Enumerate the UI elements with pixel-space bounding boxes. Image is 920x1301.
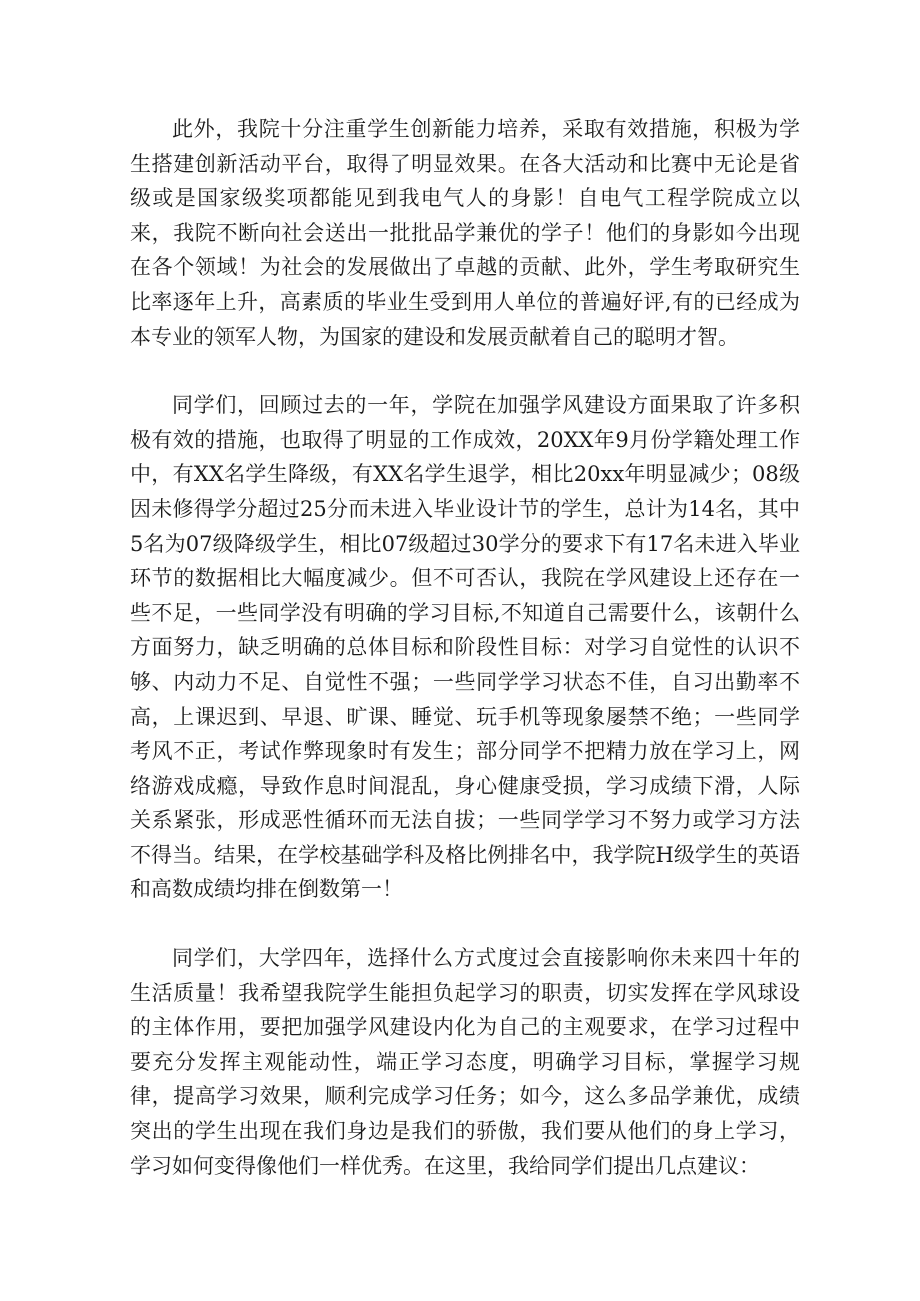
paragraph-innovation: 此外，我院十分注重学生创新能力培养，采取有效措施，积极为学生搭建创新活动平台，取得了明显效果。在各大活动和比赛中无论是省级或是国家级奖项都能见到我电气人的身影！自电气工程学院成立以来，我院不断向社会送出一批批品学兼优的学子！他们的身影如今出现在各个领域！为社会的发展做出了卓越的贡献、此外，学生考取研究生比率逐年上升，高素质的毕业生受到用人单位的普遍好评,有的已经成为本专业的领军人物，为国家的建设和发展贡献着自己的聪明才智。 <box>130 117 800 349</box>
paragraph-suggestions-intro: 同学们，大学四年，选择什么方式度过会直接影响你未来四十年的生活质量！我希望我院学生能担负起学习的职责，切实发挥在学风球设的主体作用，要把加强学风建设内化为自己的主观要求，在学习过程中要充分发挥主观能动性，端正学习态度，明确学习目标，掌握学习规律，提高学习效果，顺利完成学习任务；如今，这么多品学兼优，成绩突出的学生出现在我们身边是我们的骄傲，我们要从他们的身上学习，学习如何变得像他们一样优秀。在这里，我给同学们提出几点建议： <box>130 946 800 1178</box>
paragraph-study-style-review: 同学们，回顾过去的一年，学院在加强学风建设方面果取了许多积极有效的措施，也取得了明显的工作成效，20XX年9月份学籍处理工作中，有XX名学生降级，有XX名学生退学，相比20xx年明显减少；08级因未修得学分超过25分而未进入毕业设计节的学生，总计为14名，其中5名为07级降级学生，相比07级超过30学分的要求下有17名未进入毕业环节的数据相比大幅度减少。但不可否认，我院在学风建设上还存在一些不足，一些同学没有明确的学习目标,不知道自己需要什么，该朝什么方面努力，缺乏明确的总体目标和阶段性目标：对学习自觉性的认识不够、内动力不足、自觉性不强；一些同学学习状态不佳，自习出勤率不高，上课迟到、早退、旷课、睡觉、玩手机等现象屡禁不绝；一些同学考风不正，考试作弊现象时有发生；部分同学不把精力放在学习上，网络游戏成瘾，导致作息时间混乱，身心健康受损，学习成绩下滑，人际关系紧张，形成恶性循环而无法自拔；一些同学学习不努力或学习方法不得当。结果，在学校基础学科及格比例排名中，我学院H级学生的英语和高数成绩均排在倒数第一！ <box>130 393 800 902</box>
document-body <box>130 112 800 1183</box>
